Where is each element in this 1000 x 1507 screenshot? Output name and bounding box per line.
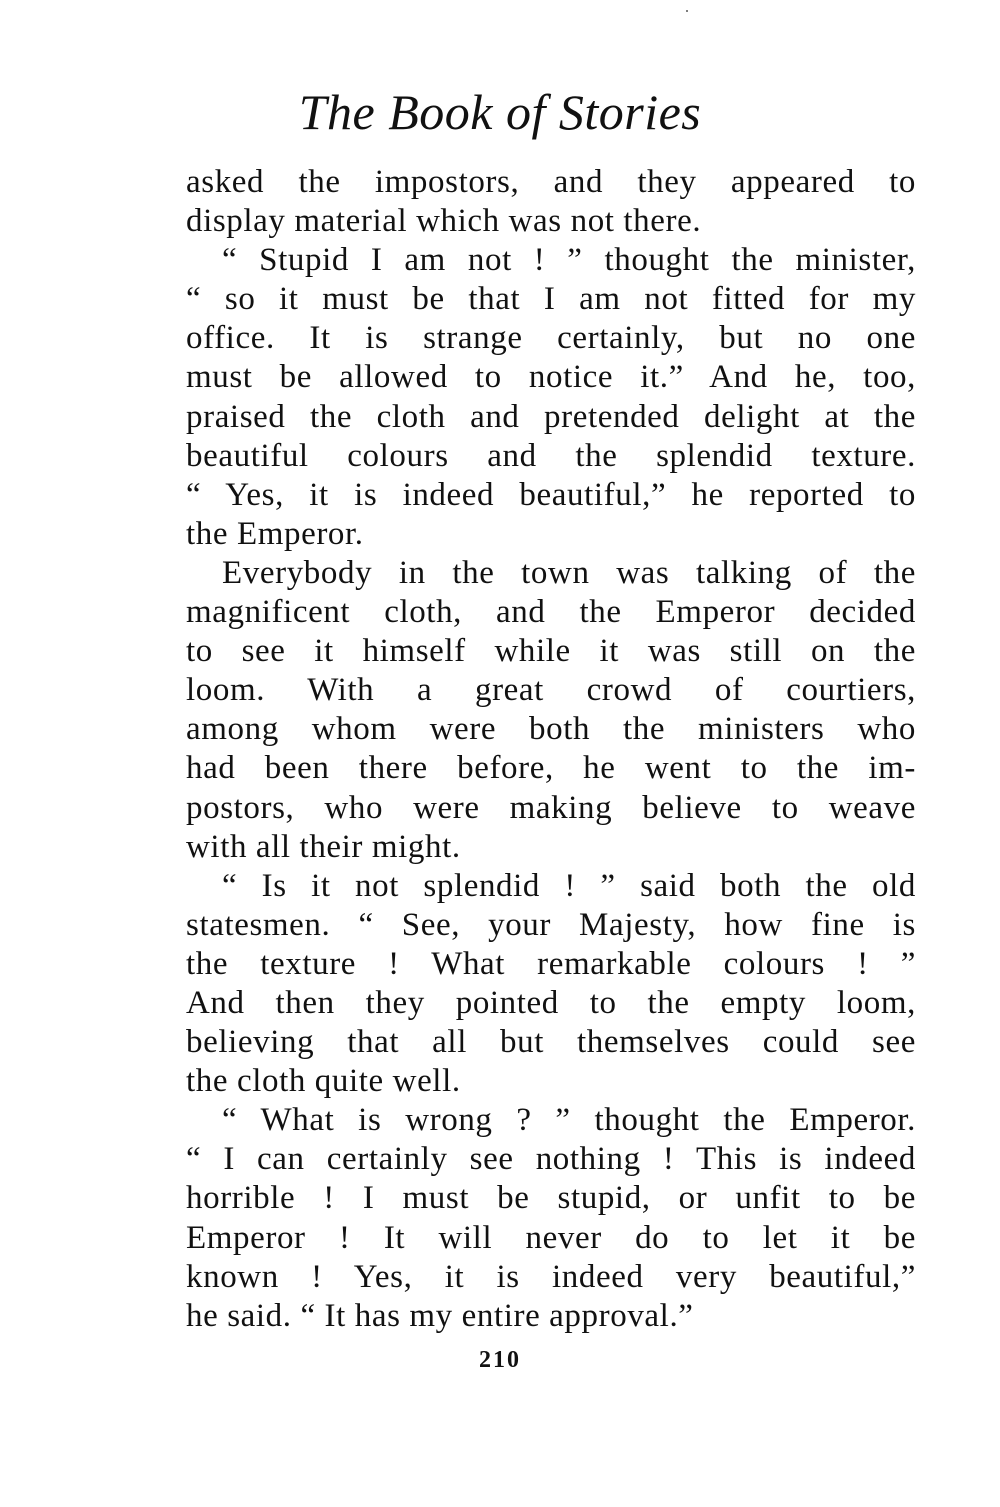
text-line: the texture ! What remarkable colours ! ”: [186, 945, 916, 982]
text-line: with all their might.: [186, 828, 461, 865]
text-line: the cloth quite well.: [186, 1063, 461, 1100]
text-line: “ I can certainly see nothing ! This is indeed: [186, 1141, 916, 1178]
text-line: “ Stupid I am not ! ” thought the minister,: [222, 242, 916, 279]
text-line: praised the cloth and pretended delight at the: [186, 398, 916, 435]
text-line: must be allowed to notice it.” And he, too,: [186, 359, 916, 396]
text-line: And then they pointed to the empty loom,: [186, 984, 916, 1021]
text-line: statesmen. “ See, your Majesty, how fine is: [186, 906, 916, 943]
text-line: to see it himself while it was still on the: [186, 633, 916, 670]
text-line: Everybody in the town was talking of the: [222, 554, 916, 591]
text-line: the Emperor.: [186, 515, 364, 552]
text-line: “ Is it not splendid ! ” said both the old: [222, 867, 916, 904]
text-line: office. It is strange certainly, but no one: [186, 320, 916, 357]
text-line: among whom were both the ministers who: [186, 711, 916, 748]
text-line: believing that all but themselves could see: [186, 1024, 916, 1061]
text-line: loom. With a great crowd of courtiers,: [186, 672, 916, 709]
text-line: horrible ! I must be stupid, or unfit to be: [186, 1180, 916, 1217]
text-line: “ What is wrong ? ” thought the Emperor.: [222, 1102, 916, 1139]
text-line: beautiful colours and the splendid texture.: [186, 437, 916, 474]
text-line: “ Yes, it is indeed beautiful,” he reported to: [186, 476, 916, 513]
body-text: [186, 163, 916, 1336]
text-line: had been there before, he went to the im-: [186, 750, 916, 787]
running-title: The Book of Stories: [298, 84, 702, 140]
text-line: magnificent cloth, and the Emperor decided: [186, 594, 916, 631]
scan-speck: [686, 10, 688, 12]
text-line: Emperor ! It will never do to let it be: [186, 1219, 916, 1256]
text-line: known ! Yes, it is indeed very beautiful,”: [186, 1258, 916, 1295]
text-line: display material which was not there.: [186, 203, 702, 240]
text-line: postors, who were making believe to weave: [186, 789, 916, 826]
page-number: 210: [479, 1347, 521, 1373]
text-line: he said. “ It has my entire approval.”: [186, 1297, 694, 1334]
text-line: “ so it must be that I am not fitted for my: [186, 281, 916, 318]
text-line: asked the impostors, and they appeared to: [186, 164, 916, 200]
